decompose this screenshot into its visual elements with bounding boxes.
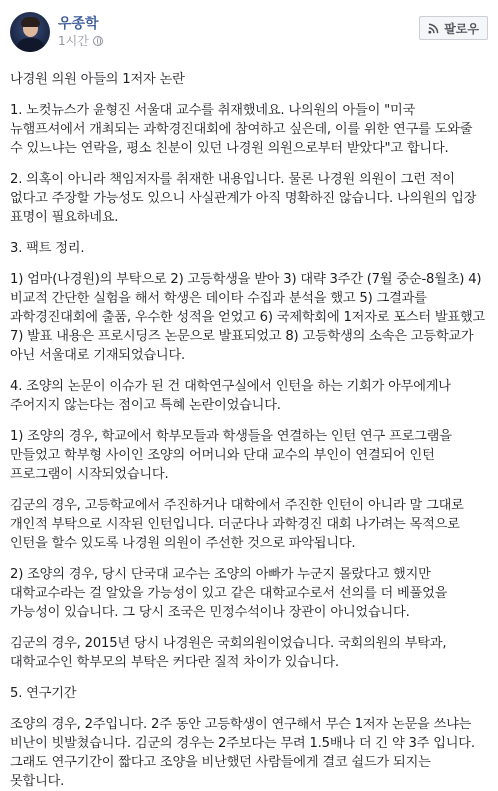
paragraph-4: 4. 조양의 논문이 이슈가 된 건 대학연구실에서 인턴을 하는 기회가 아무에게나 주어지지 않는다는 점이고 특혜 논란이었습니다. bbox=[10, 379, 451, 413]
post-timestamp[interactable]: 1시간 bbox=[58, 34, 89, 48]
paragraph-4-2-kim: 김군의 경우, 2015년 당시 나경원은 국회의원이었습니다. 국회의원의 부탁과, 대학교수인 학부모의 부탁은 커다란 질적 차이가 있습니다. bbox=[10, 636, 447, 670]
avatar-hair-shape bbox=[21, 17, 40, 27]
rss-icon bbox=[428, 23, 439, 34]
post-body bbox=[10, 70, 488, 791]
paragraph-3-heading: 3. 팩트 정리. bbox=[10, 241, 85, 256]
paragraph-1: 1. 노컷뉴스가 윤형진 서울대 교수를 취재했네요. 나의원의 아들이 "미국 뉴햄프셔에서 개최되는 과학경진대회에 참여하고 싶은데, 이를 위한 연구를 도와줄 수 있느냐는 연락을, 평소 친분이 있던 나경원 의원으로부터 받았다"고 합니다. bbox=[10, 103, 473, 156]
paragraph-4-2: 2) 조양의 경우, 당시 단국대 교수는 조양의 아빠가 누군지 몰랐다고 했지만 대학교수라는 걸 알았을 가능성이 있고 같은 대학교수로서 선의를 더 베풀었을 가능성이 있습니다. 그 당시 조국은 민정수석이나 장관이 아니었습니다. bbox=[10, 567, 448, 620]
globe-icon bbox=[93, 36, 103, 46]
follow-label: 팔로우 bbox=[444, 21, 479, 36]
avatar-body-shape bbox=[16, 38, 45, 52]
author-name[interactable]: 우종학 bbox=[58, 16, 99, 32]
paragraph-2: 2. 의혹이 아니라 책임저자를 취재한 내용입니다. 물론 나경원 의원이 그런 적이 없다고 주장할 가능성도 있으니 사실관계가 아직 명확하진 않습니다. 나의원의 입장 표명이 필요하네요. bbox=[10, 172, 477, 225]
post-header bbox=[10, 10, 488, 54]
author-avatar[interactable] bbox=[10, 12, 50, 52]
paragraph-5-heading: 5. 연구기간 bbox=[10, 686, 77, 701]
post-title: 나경원 의원 아들의 1저자 논란 bbox=[10, 72, 185, 87]
follow-button[interactable] bbox=[419, 16, 488, 40]
post-timestamp-row bbox=[58, 33, 419, 49]
paragraph-facts: 1) 엄마(나경원)의 부탁으로 2) 고등학생을 받아 3) 대략 3주간 (7월 중순-8월초) 4) 비교적 간단한 실험을 해서 학생은 데이타 수집과 분석을 했고 5) 그결과를 과학경진대회에 출품, 우수한 성적을 얻었고 6) 국제학회에 1저자로 포스터 발표했고 7) 발표 내용은 프로시딩즈 논문으로 발표되었고 8) 고등학생의 소속은 고등학교가 아닌 서울대로 기재되었습니다. bbox=[10, 272, 486, 363]
paragraph-5: 조양의 경우, 2주입니다. 2주 동안 고등학생이 연구해서 무슨 1저자 논문을 쓰냐는 비난이 빗발쳤습니다. 김군의 경우는 2주보다는 무려 1.5배나 더 긴 약 3주 입니다. 그래도 연구기간이 짧다고 조양을 비난했던 사람들에게 결코 쉴드가 되지는 못합니다. bbox=[10, 717, 475, 789]
paragraph-4-1-kim: 김군의 경우, 고등학교에서 주진하거나 대학에서 주진한 인턴이 아니라 말 그대로 개인적 부탁으로 시작된 인턴입니다. 더군다나 과학경진 대회 나가려는 목적으로 인턴을 할수 있도록 나경원 의원이 주선한 것으로 파악됩니다. bbox=[10, 498, 464, 551]
paragraph-4-1: 1) 조양의 경우, 학교에서 학부모들과 학생들을 연결하는 인턴 연구 프로그램을 만들었고 학부형 사이인 조양의 어머니와 단대 교수의 부인이 연결되어 인턴 프로그램이 시작되었습니다. bbox=[10, 429, 452, 482]
post-meta bbox=[58, 15, 419, 49]
